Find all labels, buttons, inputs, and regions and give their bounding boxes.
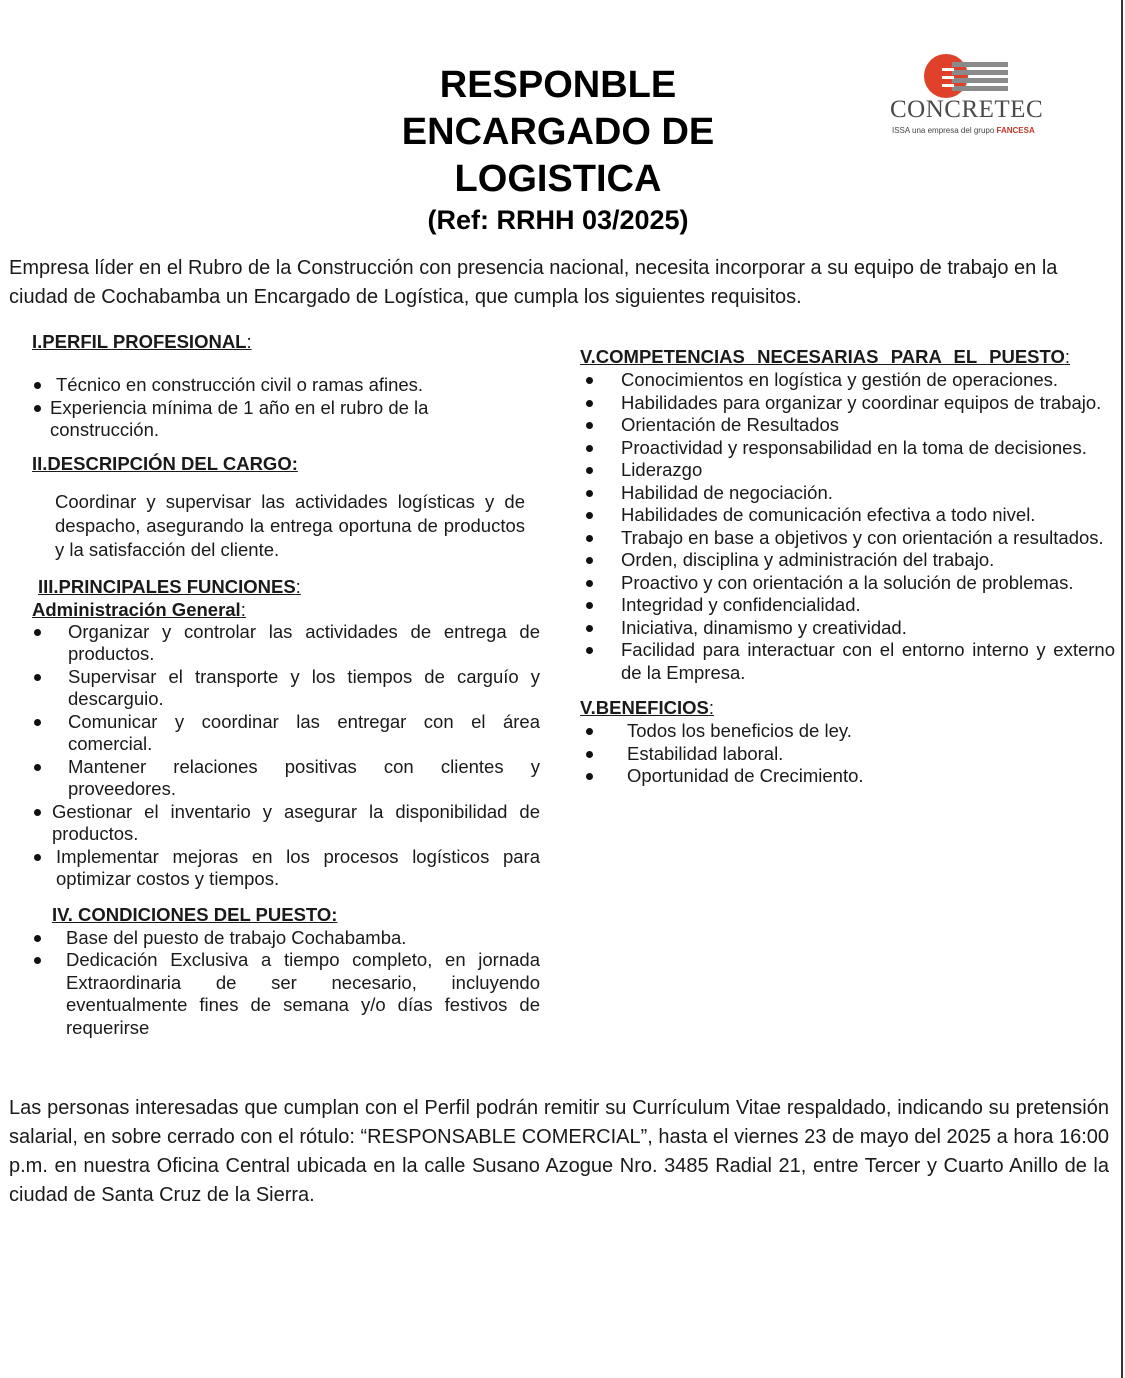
- perfil-heading: I.PERFIL PROFESIONAL:: [32, 331, 252, 352]
- job-title-line-1: RESPONBLE: [439, 64, 677, 106]
- competencias-item: Conocimientos en logística y gestión de operaciones.: [580, 369, 1115, 392]
- job-title-block: [330, 62, 786, 237]
- perfil-item: Experiencia mínima de 1 año en el rubro de la construcción.: [28, 397, 540, 442]
- funciones-list: [28, 621, 540, 891]
- funciones-item: Organizar y controlar las actividades de entrega de productos.: [28, 621, 540, 666]
- beneficios-heading-text: V.BENEFICIOS: [580, 697, 709, 718]
- condiciones-heading: IV. CONDICIONES DEL PUESTO:: [52, 903, 338, 925]
- competencias-item: Proactivo y con orientación a la solución de problemas.: [580, 572, 1115, 595]
- funciones-heading: III.PRINCIPALES FUNCIONES:: [38, 575, 301, 597]
- beneficios-heading: V.BENEFICIOS:: [580, 697, 714, 718]
- logo-tagline-group: FANCESA: [996, 126, 1035, 135]
- competencias-item: Trabajo en base a objetivos y con orientación a resultados.: [580, 527, 1115, 550]
- competencias-heading-text: V.COMPETENCIAS NECESARIAS PARA EL PUESTO: [580, 346, 1065, 367]
- concretec-logo: [886, 52, 1046, 138]
- beneficios-item: Todos los beneficios de ley.: [580, 720, 1120, 743]
- beneficios-item: Estabilidad laboral.: [580, 743, 1120, 766]
- funciones-subheading: Administración General:: [32, 598, 246, 620]
- competencias-item: Habilidad de negociación.: [580, 482, 1115, 505]
- competencias-item: Iniciativa, dinamismo y creatividad.: [580, 617, 1115, 640]
- perfil-list: [28, 374, 540, 442]
- funciones-subheading-text: Administración General: [32, 598, 241, 620]
- left-column: [28, 330, 540, 1039]
- funciones-item: Implementar mejoras en los procesos logísticos para optimizar costos y tiempos.: [28, 846, 540, 891]
- perfil-item: Técnico en construcción civil o ramas afines.: [28, 374, 540, 397]
- condiciones-item: Dedicación Exclusiva a tiempo completo, en jornada Extraordinaria de ser necesario, incluyendo eventualmente fines de semana y/o días festivos de requerirse: [28, 949, 540, 1039]
- page-edge-rule: [1121, 0, 1123, 1378]
- logo-mark-icon: [886, 52, 1016, 98]
- competencias-item: Proactividad y responsabilidad en la toma de decisiones.: [580, 437, 1115, 460]
- competencias-item: Orden, disciplina y administración del trabajo.: [580, 549, 1115, 572]
- competencias-list: [580, 369, 1115, 684]
- perfil-heading-text: I.PERFIL PROFESIONAL: [32, 331, 247, 352]
- competencias-item: Integridad y confidencialidad.: [580, 594, 1115, 617]
- competencias-item: Facilidad para interactuar con el entorno interno y externo de la Empresa.: [580, 639, 1115, 684]
- competencias-item: Orientación de Resultados: [580, 414, 1115, 437]
- beneficios-item: Oportunidad de Crecimiento.: [580, 765, 1120, 788]
- funciones-item: Supervisar el transporte y los tiempos de carguío y descarguio.: [28, 666, 540, 711]
- condiciones-list: [28, 927, 540, 1040]
- logo-brand-name: CONCRETEC: [890, 96, 1044, 123]
- descripcion-heading: II.DESCRIPCIÓN DEL CARGO:: [32, 452, 298, 474]
- competencias-item: Habilidades de comunicación efectiva a todo nivel.: [580, 504, 1115, 527]
- funciones-item: Gestionar el inventario y asegurar la disponibilidad de productos.: [28, 801, 540, 846]
- job-title-line-3: LOGISTICA: [454, 158, 662, 200]
- condiciones-item: Base del puesto de trabajo Cochabamba.: [28, 927, 540, 950]
- competencias-item: Habilidades para organizar y coordinar equipos de trabajo.: [580, 392, 1115, 415]
- job-title-line-2: ENCARGADO DE: [401, 111, 715, 153]
- job-reference: (Ref: RRHH 03/2025): [427, 205, 689, 235]
- competencias-heading: V.COMPETENCIAS NECESARIAS PARA EL PUESTO:: [580, 346, 1070, 367]
- competencias-item: Liderazgo: [580, 459, 1115, 482]
- application-instructions: Las personas interesadas que cumplan con el Perfil podrán remitir su Currículum Vitae respaldado, indicando su pretensión salarial, en sobre cerrado con el rótulo: “RESPONSABLE COMERCIAL”, hasta el viernes 23 de mayo del 2025 a hora 16:00 p.m. en nuestra Oficina Central ubicada en la calle Susano Azogue Nro. 3485 Radial 21, entre Tercer y Cuarto Anillo de la ciudad de Santa Cruz de la Sierra.: [9, 1097, 1109, 1206]
- logo-tagline: [892, 126, 1035, 136]
- logo-tagline-prefix: ISSA una empresa del grupo: [892, 126, 997, 135]
- descripcion-text: Coordinar y supervisar las actividades logísticas y de despacho, asegurando la entrega oportuna de productos y la satisfacción del cliente.: [55, 490, 525, 560]
- intro-paragraph: Empresa líder en el Rubro de la Construcción con presencia nacional, necesita incorporar a su equipo de trabajo en la ciudad de Cochabamba un Encargado de Logística, que cumpla los siguientes requisitos.: [9, 257, 1058, 308]
- right-column: [580, 345, 1120, 788]
- funciones-item: Comunicar y coordinar las entregar con el área comercial.: [28, 711, 540, 756]
- beneficios-list: [580, 720, 1120, 788]
- funciones-item: Mantener relaciones positivas con clientes y proveedores.: [28, 756, 540, 801]
- funciones-heading-text: III.PRINCIPALES FUNCIONES: [38, 575, 296, 597]
